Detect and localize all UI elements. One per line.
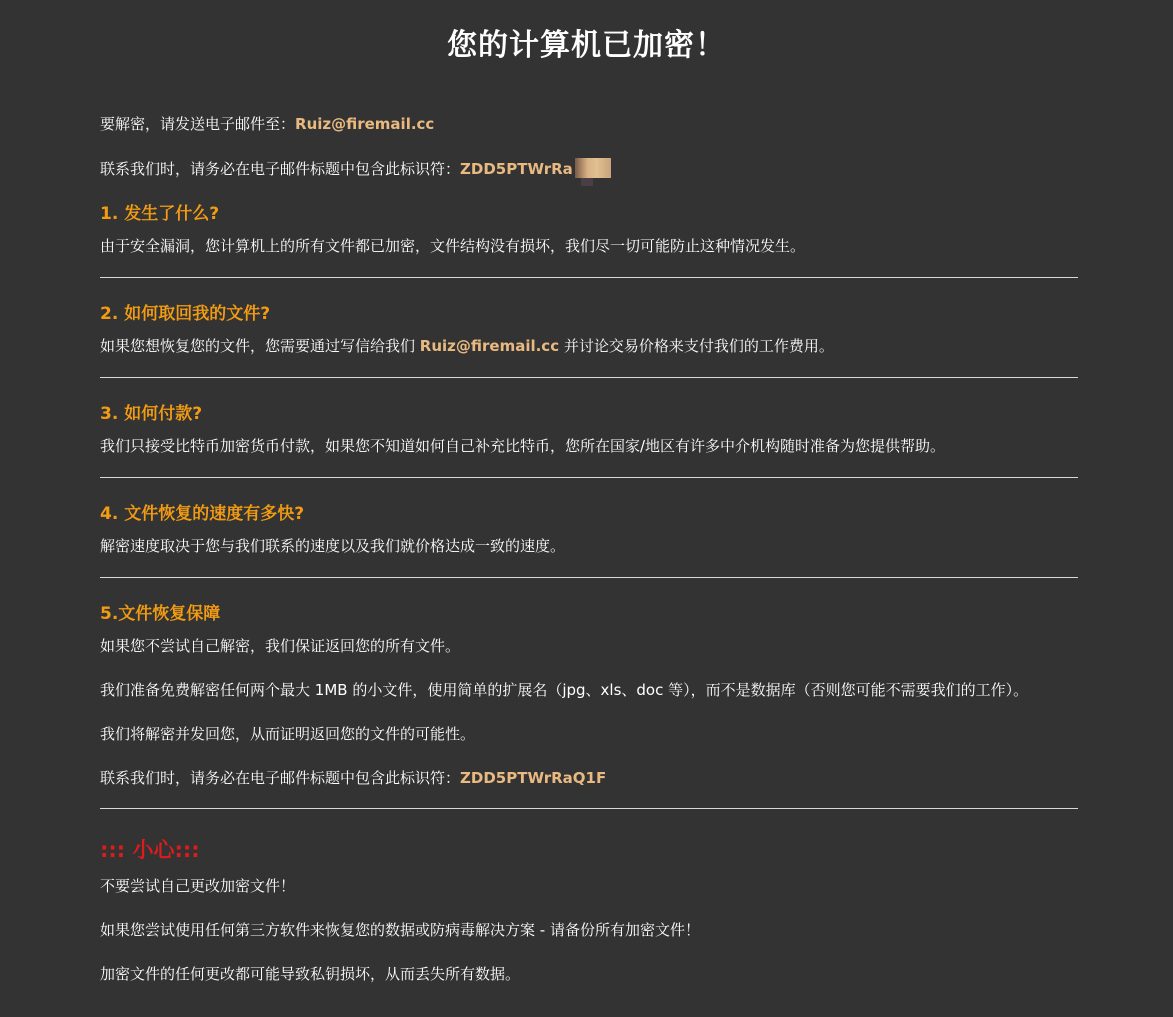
identifier-value: ZDD5PTWrRaQ1F	[460, 769, 607, 787]
divider	[100, 377, 1078, 378]
warning-line-1: 不要尝试自己更改加密文件！	[100, 877, 296, 895]
identifier-value-partial: ZDD5PTWrRa	[460, 160, 573, 178]
section-3-heading: 3. 如何付款?	[100, 404, 203, 424]
divider	[100, 577, 1078, 578]
section-4-heading: 4. 文件恢复的速度有多快?	[100, 504, 305, 524]
identifier-line-bottom	[100, 768, 606, 788]
page-title: 您的计算机已加密！	[447, 28, 726, 63]
section-5-line-2: 我们准备免费解密任何两个最大 1MB 的小文件，使用简单的扩展名（jpg、xls、doc 等），而不是数据库（否则您可能不需要我们的工作）。	[100, 681, 1029, 699]
section-3-text: 我们只接受比特币加密货币付款，如果您不知道如何自己补充比特币，您所在国家/地区有许多中介机构随时准备为您提供帮助。	[100, 437, 946, 455]
warning-line-3: 加密文件的任何更改都可能导致私钥损坏，从而丢失所有数据。	[100, 965, 521, 983]
section-2-text-after: 并讨论交易价格来支付我们的工作费用。	[559, 337, 834, 355]
divider	[100, 477, 1078, 478]
section-2-heading: 2. 如何取回我的文件?	[100, 304, 271, 324]
section-5-line-1: 如果您不尝试自己解密，我们保证返回您的所有文件。	[100, 637, 461, 655]
section-5-heading: 5.文件恢复保障	[100, 604, 221, 624]
identifier-line-top	[100, 158, 611, 179]
contact-email: Ruiz@firemail.cc	[295, 115, 435, 133]
contact-prefix: 要解密，请发送电子邮件至：	[100, 115, 296, 133]
identifier-prefix: 联系我们时，请务必在电子邮件标题中包含此标识符：	[100, 769, 461, 787]
contact-line	[100, 114, 434, 134]
section-2-text	[100, 336, 834, 356]
section-4-text: 解密速度取决于您与我们联系的速度以及我们就价格达成一致的速度。	[100, 537, 566, 555]
divider	[100, 277, 1078, 278]
identifier-prefix: 联系我们时，请务必在电子邮件标题中包含此标识符：	[100, 160, 461, 178]
section-1-heading: 1. 发生了什么?	[100, 204, 220, 224]
redaction-mosaic	[575, 158, 611, 178]
divider	[100, 808, 1078, 809]
warning-line-2: 如果您尝试使用任何第三方软件来恢复您的数据或防病毒解决方案 - 请备份所有加密文件！	[100, 921, 700, 939]
section-1-text: 由于安全漏洞，您计算机上的所有文件都已加密，文件结构没有损坏，我们尽一切可能防止这种情况发生。	[100, 237, 806, 255]
warning-heading: ::: 小心:::	[100, 838, 200, 862]
section-2-text-before: 如果您想恢复您的文件，您需要通过写信给我们	[100, 337, 420, 355]
section-5-line-3: 我们将解密并发回您，从而证明返回您的文件的可能性。	[100, 725, 476, 743]
section-2-email: Ruiz@firemail.cc	[419, 337, 560, 355]
